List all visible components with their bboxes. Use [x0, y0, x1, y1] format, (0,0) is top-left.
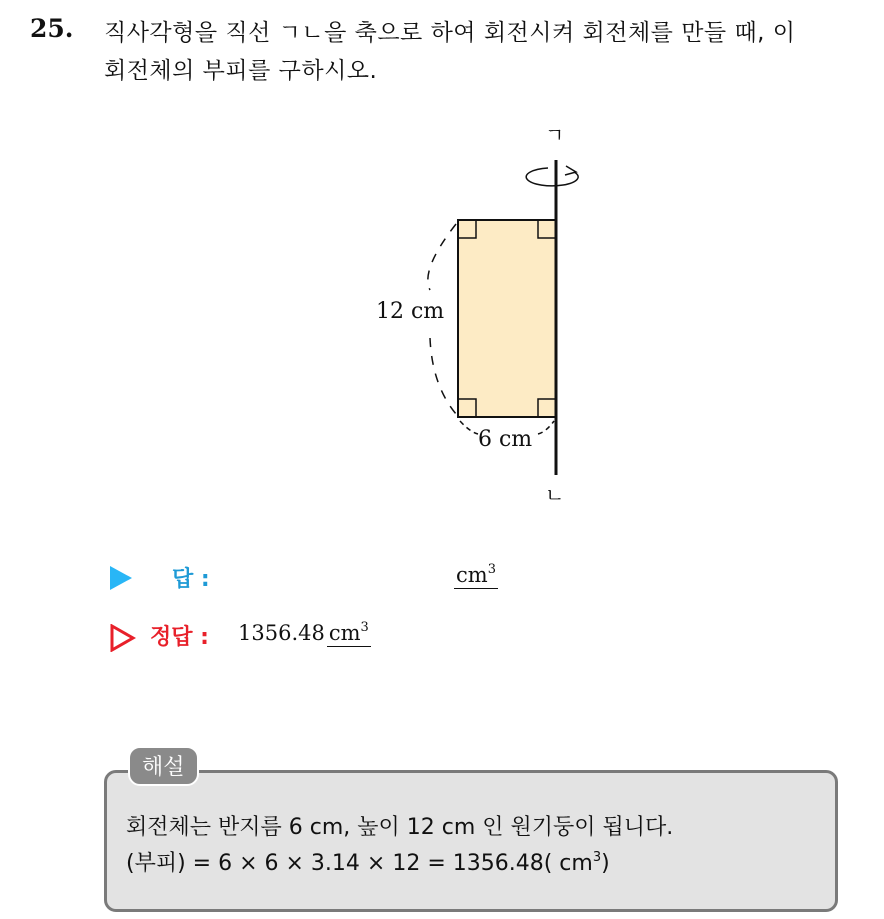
correct-value-group — [238, 620, 371, 645]
solution-line-2-exponent: 3 — [592, 850, 602, 865]
correct-unit: cm — [328, 621, 361, 645]
correct-value: 1356.48 — [238, 621, 325, 645]
correct-label: 정답 : — [150, 625, 209, 650]
answer-label: 답 : — [172, 567, 210, 592]
question-text — [104, 14, 874, 90]
height-dashed-arc — [428, 224, 456, 290]
solution-line-2-suffix: ) — [601, 851, 610, 876]
answer-arrow-icon — [110, 566, 132, 590]
width-dashed-arc-right — [538, 421, 554, 434]
rotation-arrowhead — [565, 166, 576, 175]
solution-line-2 — [126, 846, 610, 877]
solution-box — [104, 770, 838, 912]
correct-arrow-icon — [110, 624, 136, 652]
width-label: 6 cm — [478, 427, 533, 452]
correct-unit-exponent: 3 — [360, 620, 369, 635]
correct-unit-group — [327, 621, 371, 647]
rectangle — [458, 220, 556, 417]
answer-unit-exponent: 3 — [487, 562, 496, 577]
answer-unit: cm — [456, 563, 488, 587]
rotation-figure — [360, 120, 600, 514]
question-line-1: 직사각형을 직선 ㄱㄴ을 축으로 하여 회전시켜 회전체를 만들 때, 이 — [104, 20, 796, 46]
question-number: 25. — [30, 14, 74, 43]
height-label: 12 cm — [376, 299, 445, 324]
axis-bottom-label: ㄴ — [545, 483, 565, 507]
solution-line-1: 회전체는 반지름 6 cm, 높이 12 cm 인 원기둥이 됩니다. — [126, 815, 674, 840]
axis-top-label: ㄱ — [545, 123, 565, 147]
height-dashed-arc-lower — [430, 338, 456, 414]
answer-blank[interactable] — [454, 562, 498, 589]
rotation-arrow — [526, 168, 578, 186]
question-line-2: 회전체의 부피를 구하시오. — [104, 58, 378, 84]
solution-tag: 해설 — [128, 746, 199, 786]
solution-line-2-prefix: (부피) = 6 × 6 × 3.14 × 12 = 1356.48( cm — [126, 851, 593, 876]
figure-svg — [360, 120, 600, 510]
width-dashed-arc — [460, 421, 478, 434]
